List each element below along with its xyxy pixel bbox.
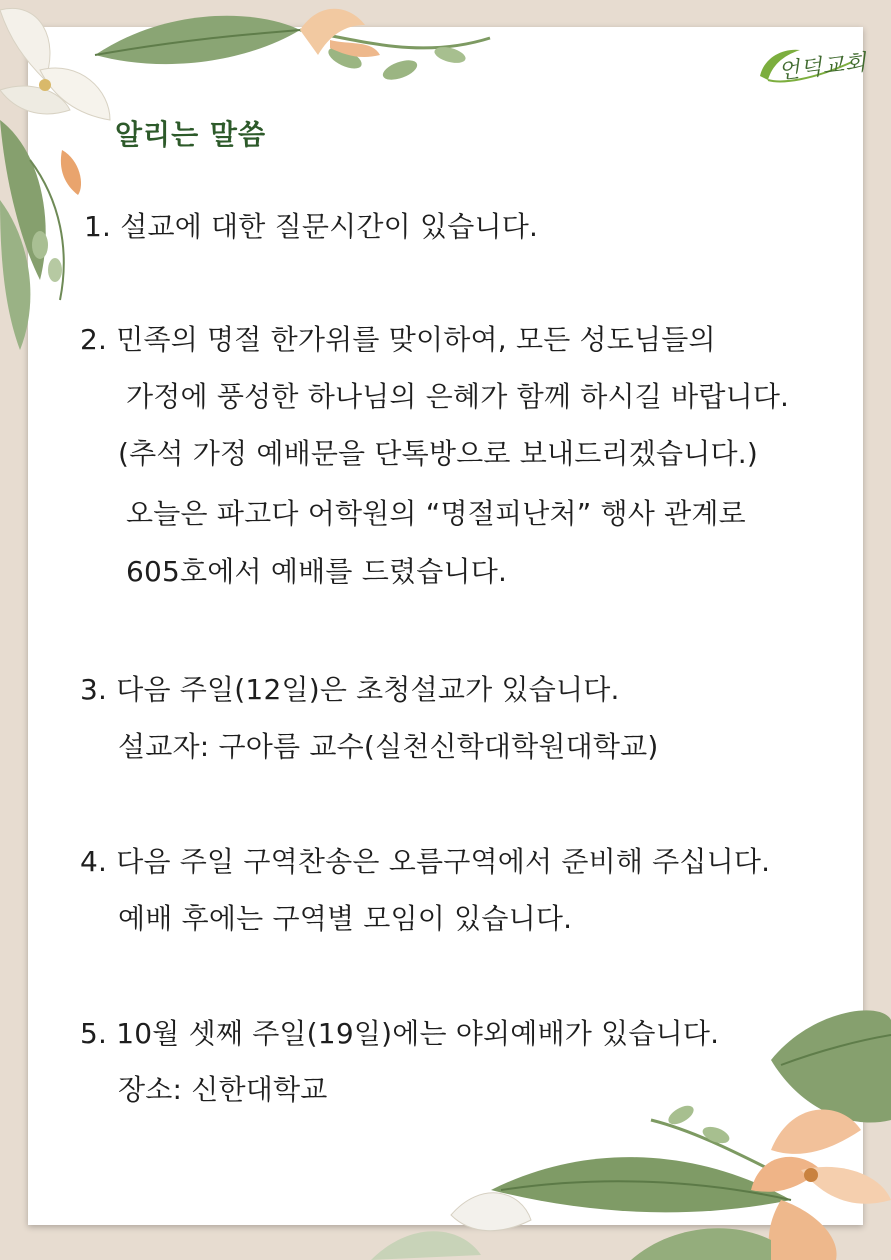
notice-4-line-1: 4. 다음 주일 구역찬송은 오름구역에서 준비해 주십니다. (80, 845, 771, 878)
notice-2-line-3: (추석 가정 예배문을 단톡방으로 보내드리겠습니다.) (118, 437, 758, 470)
notice-4-line-2: 예배 후에는 구역별 모임이 있습니다. (118, 902, 573, 935)
notice-2-line-4: 오늘은 파고다 어학원의 “명절피난처” 행사 관계로 (126, 497, 746, 530)
notice-2-line-2: 가정에 풍성한 하나님의 은혜가 함께 하시길 바랍니다. (126, 380, 790, 413)
notice-1-line-1: 1. 설교에 대한 질문시간이 있습니다. (84, 210, 539, 243)
notice-2-line-5: 605호에서 예배를 드렸습니다. (126, 555, 508, 588)
notice-5-line-1: 5. 10월 셋째 주일(19일)에는 야외예배가 있습니다. (80, 1017, 720, 1050)
notice-3-line-2: 설교자: 구아름 교수(실천신학대학원대학교) (118, 730, 659, 763)
page-title: 알리는 말씀 (115, 118, 266, 151)
notice-3-line-1: 3. 다음 주일(12일)은 초청설교가 있습니다. (80, 673, 620, 706)
church-logo-text: 언덕교회 (777, 50, 869, 85)
notice-2-line-1: 2. 민족의 명절 한가위를 맞이하여, 모든 성도님들의 (80, 323, 716, 356)
notice-5-line-2: 장소: 신한대학교 (118, 1073, 328, 1106)
